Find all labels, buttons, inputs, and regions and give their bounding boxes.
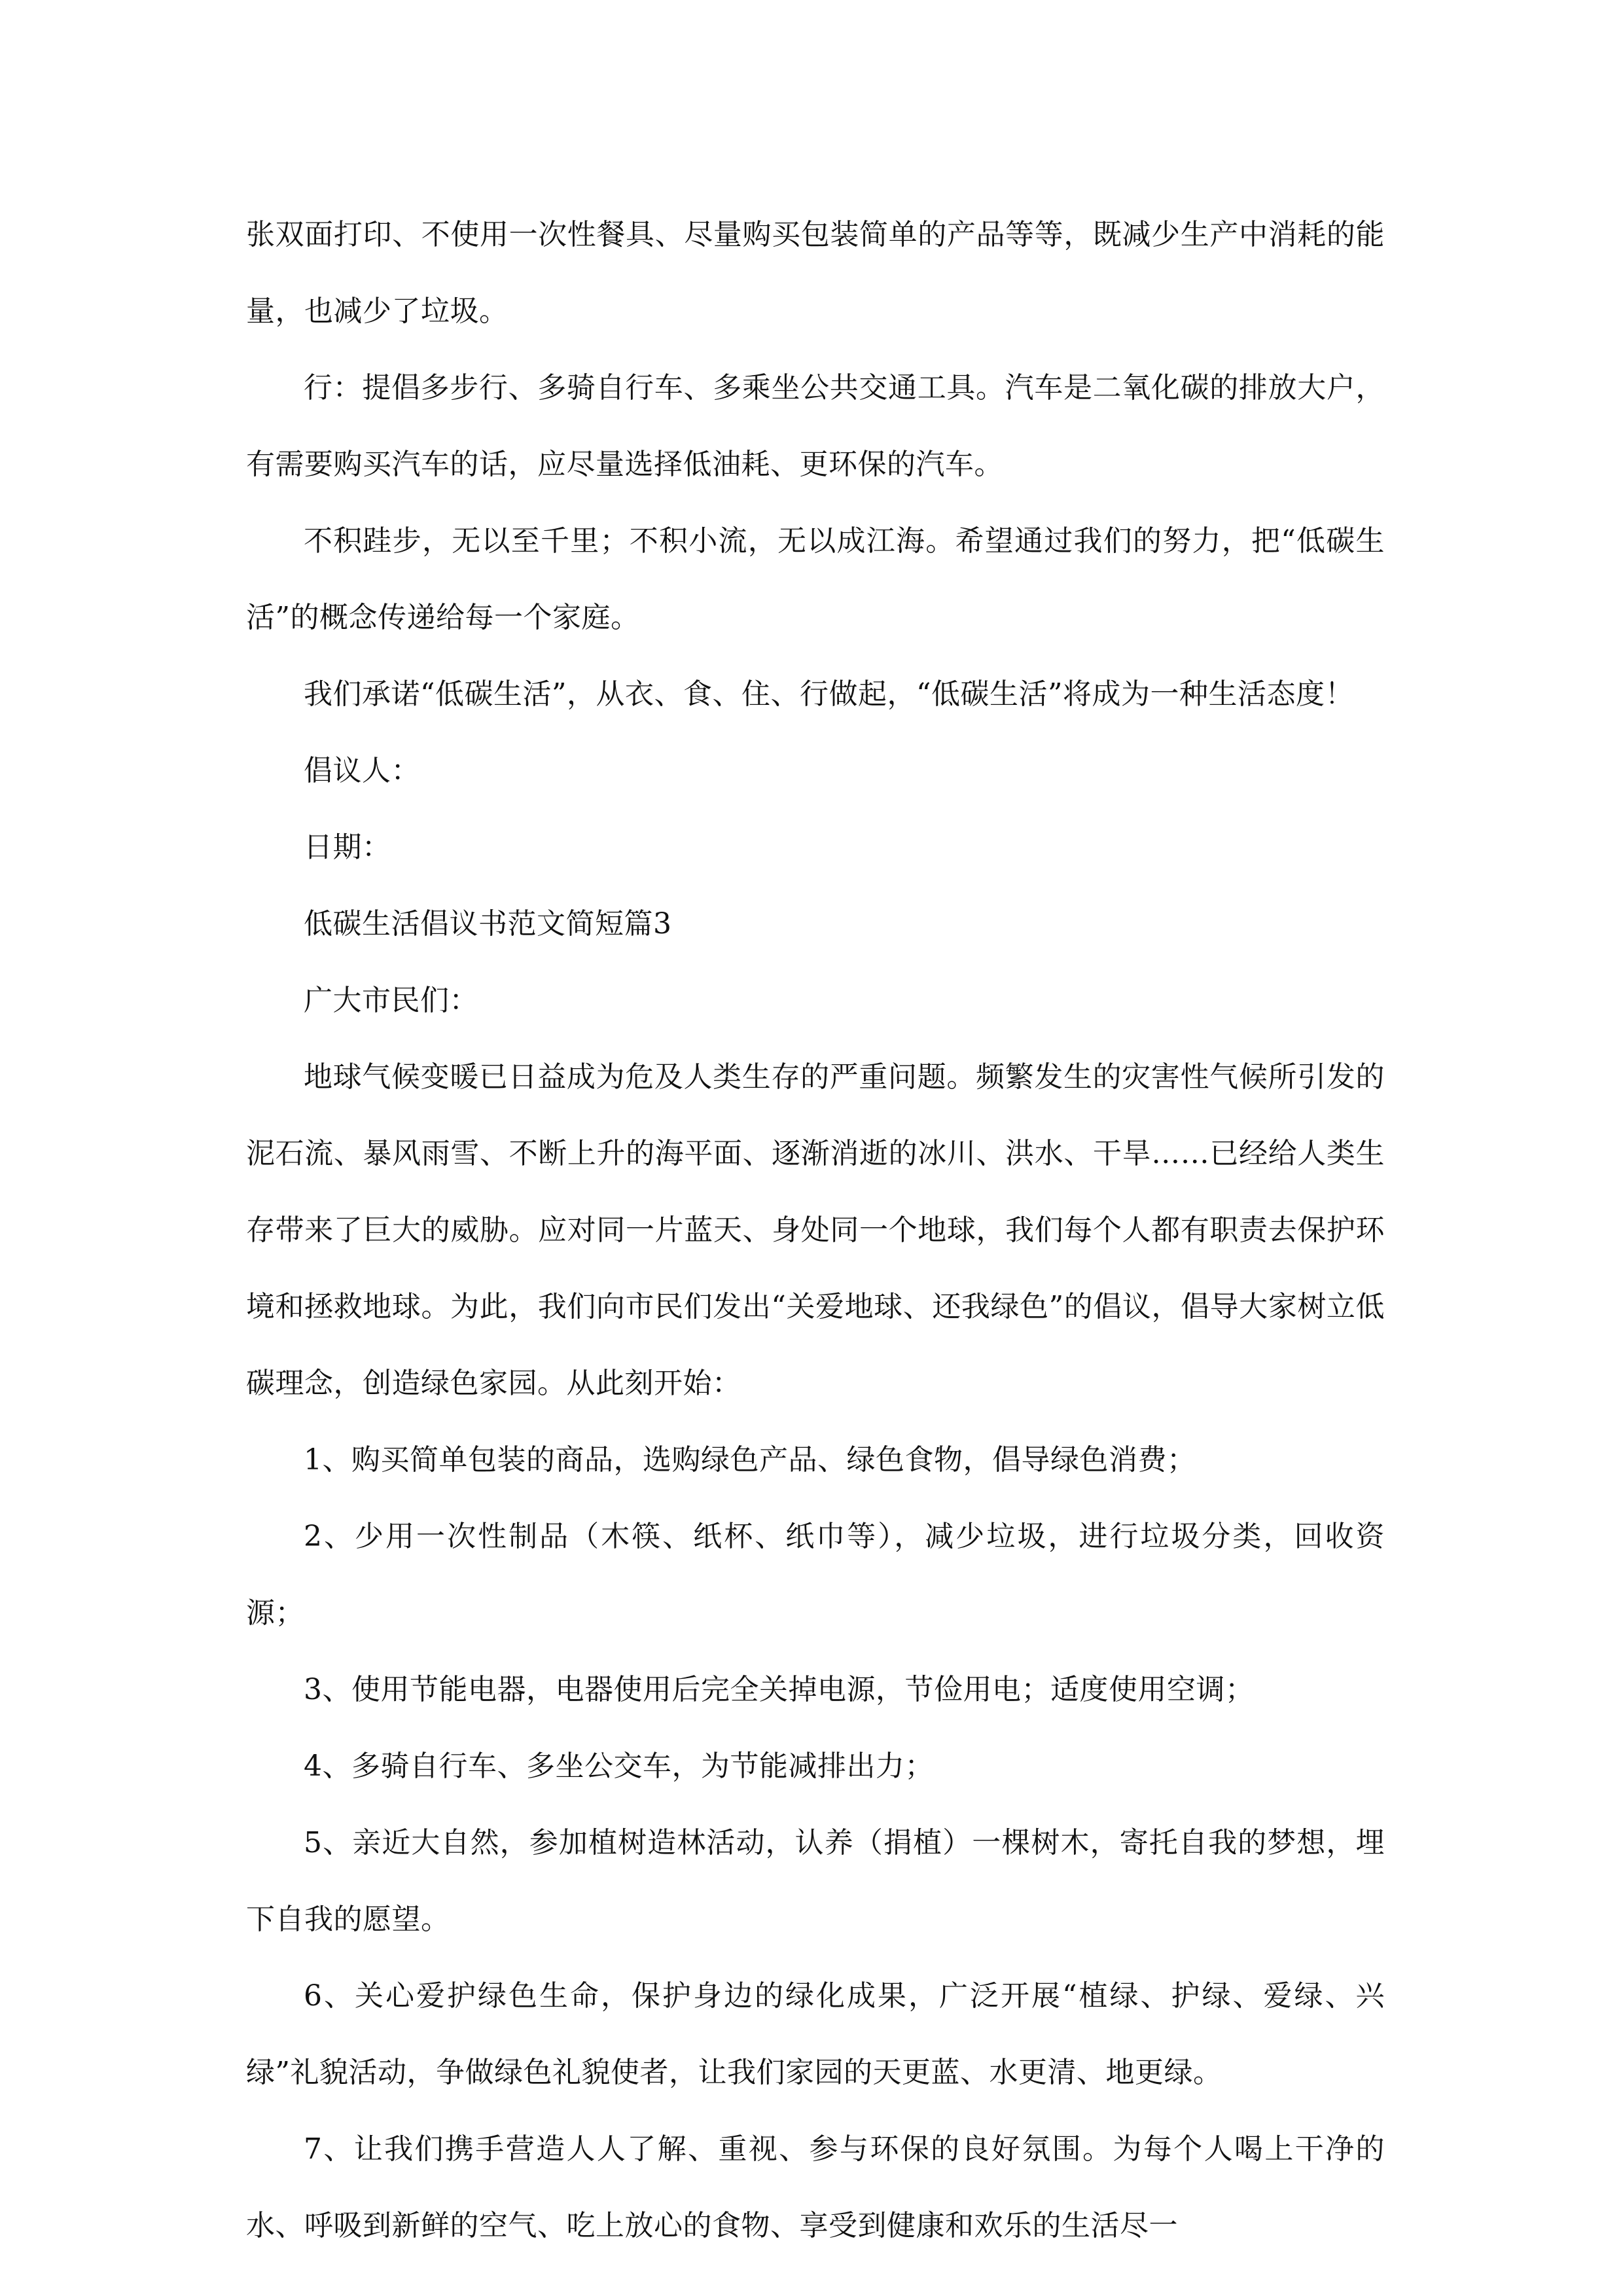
paragraph-1: 张双面打印、不使用一次性餐具、尽量购买包装简单的产品等等，既减少生产中消耗的能量，也减少了垃圾。 [246,218,1385,328]
section-title: 低碳生活倡议书范文简短篇3 [304,907,672,941]
list-item-6: 6、关心爱护绿色生命，保护身边的绿化成果，广泛开展“植绿、护绿、爱绿、兴绿”礼貌活动，争做绿色礼貌使者，让我们家园的天更蓝、水更清、地更绿。 [246,1979,1385,2089]
paragraph-2: 行：提倡多步行、多骑自行车、多乘坐公共交通工具。汽车是二氧化碳的排放大户，有需要购买汽车的话，应尽量选择低油耗、更环保的汽车。 [246,371,1385,481]
list-item-5: 5、亲近大自然，参加植树造林活动，认养（捐植）一棵树木，寄托自我的梦想，埋下自我的愿望。 [246,1826,1385,1936]
list-item-1: 1、购买简单包装的商品，选购绿色产品、绿色食物，倡导绿色消费； [304,1443,1196,1477]
list-item-3: 3、使用节能电器，电器使用后完全关掉电源，节俭用电；适度使用空调； [304,1673,1255,1706]
intro-paragraph: 地球气候变暖已日益成为危及人类生存的严重问题。频繁发生的灾害性气候所引发的泥石流、暴风雨雪、不断上升的海平面、逐渐消逝的冰川、洪水、干旱……已经给人类生存带来了巨大的威胁。应对同一片蓝天、身处同一个地球，我们每个人都有职责去保护环境和拯救地球。为此，我们向市民们发出“关爱地球、还我绿色”的倡议，倡导大家树立低碳理念，创造绿色家园。从此刻开始： [246,1060,1385,1400]
paragraph-3: 不积跬步，无以至千里；不积小流，无以成江海。希望通过我们的努力，把“低碳生活”的概念传递给每一个家庭。 [246,524,1385,634]
salutation: 广大市民们： [304,984,478,1017]
list-item-7: 7、让我们携手营造人人了解、重视、参与环保的良好氛围。为每个人喝上干净的水、呼吸到新鲜的空气、吃上放心的食物、享受到健康和欢乐的生活尽一 [246,2132,1385,2242]
document-body [246,196,1385,2264]
list-item-4: 4、多骑自行车、多坐公交车，为节能减排出力； [304,1749,934,1783]
list-item-2: 2、少用一次性制品（木筷、纸杯、纸巾等），减少垃圾，进行垃圾分类，回收资源； [246,1520,1385,1630]
paragraph-4: 我们承诺“低碳生活”，从衣、食、住、行做起，“低碳生活”将成为一种生活态度！ [304,677,1354,711]
date-label: 日期： [304,831,391,864]
signatory-label: 倡议人： [304,754,420,787]
